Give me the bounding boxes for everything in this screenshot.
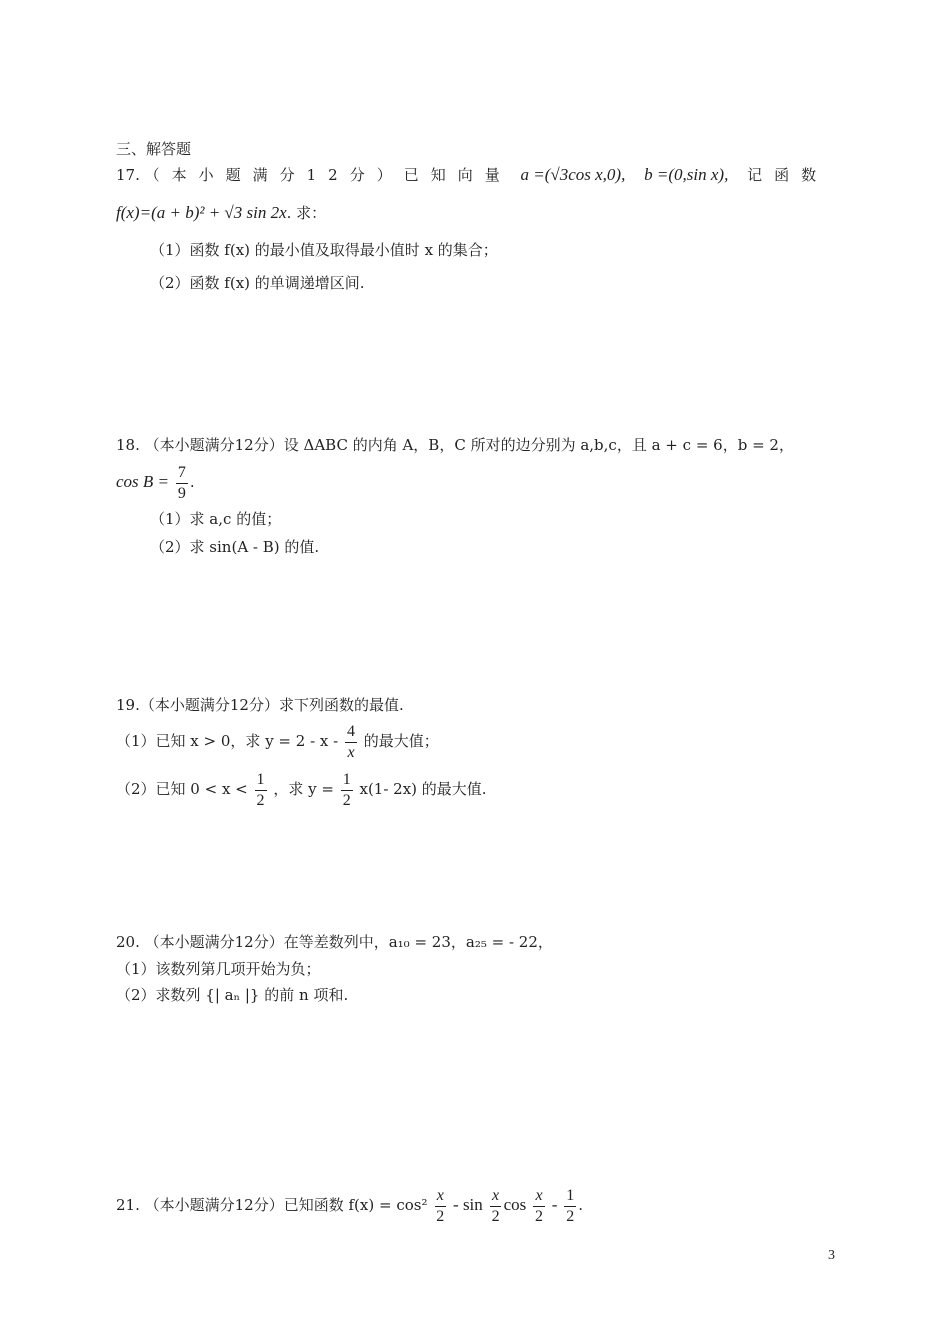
q21-cos: cos: [503, 1195, 527, 1214]
q17-ask: . 求：: [286, 204, 327, 222]
q21-frac3-den: 2: [535, 1207, 544, 1225]
q21-number: 21.: [116, 1196, 140, 1214]
q20-part1: （1）该数列第几项开始为负；: [116, 960, 321, 978]
q17-part2: （2）函数 f(x) 的单调递增区间.: [150, 274, 365, 292]
q21-minus: -: [551, 1195, 558, 1214]
q21-end: .: [578, 1196, 584, 1214]
q21-frac1-num: x: [435, 1186, 446, 1207]
section-title: 三、解答题: [116, 140, 192, 158]
q18-part1: （1）求 a,c 的值；: [150, 510, 282, 528]
q19-p1-b: 的最大值；: [363, 732, 439, 750]
q18-cos-fraction: [176, 463, 188, 504]
q21-frac4: [564, 1186, 576, 1227]
page-number: 3: [828, 1248, 835, 1263]
q17-vec-b: b =(0,sin x),: [644, 165, 729, 184]
q17-line2: [116, 201, 326, 225]
q18-line1: [116, 433, 794, 457]
q18-cos-num: 7: [176, 463, 188, 484]
q17-intro: （本小题满分12分）已知向量: [144, 166, 512, 184]
q19-p2-den2: 2: [342, 791, 351, 809]
q21-frac1: [434, 1186, 446, 1227]
q19-p2-den1: 2: [256, 791, 265, 809]
q19-p2-a: （2）已知 0 < x <: [116, 780, 248, 798]
q19-p1-num: 4: [345, 722, 357, 743]
q19-p2-num2: 1: [341, 770, 353, 791]
q21-line1: [116, 1183, 583, 1227]
q20-intro: （本小题满分12分）在等差数列中，a₁₀ = 23，a₂₅ = - 22，: [144, 933, 553, 951]
q20-number: 20.: [116, 933, 140, 951]
q19-line1: [116, 693, 404, 717]
q19-number: 19.: [116, 696, 140, 714]
q19-p1-den: x: [347, 743, 355, 761]
q18-part2: （2）求 sin(A - B) 的值.: [150, 538, 320, 556]
q17-line1: [116, 163, 828, 187]
q19-p2-fraction2: [341, 770, 353, 811]
q20-line1: [116, 930, 553, 954]
q21-frac2-den: 2: [491, 1207, 500, 1225]
q18-line2: [116, 462, 195, 504]
q17-vec-a: a =(√3cos x,0),: [520, 165, 626, 184]
q19-part2: [116, 767, 487, 811]
q19-p2-c: x(1- 2x) 的最大值.: [359, 780, 487, 798]
q17-tail: 记函数: [747, 166, 829, 184]
q19-p1-a: （1）已知 x > 0，求 y = 2 - x -: [116, 732, 339, 750]
q21-frac3-num: x: [533, 1186, 544, 1207]
q19-p2-b: ，求 y =: [273, 780, 334, 798]
q19-p2-fraction1: [255, 770, 267, 811]
q18-cos-prefix: cos B =: [116, 472, 170, 491]
q19-p1-fraction: [345, 722, 357, 763]
q21-frac1-den: 2: [436, 1207, 445, 1225]
q18-number: 18.: [116, 436, 140, 454]
q21-frac2-num: x: [490, 1186, 501, 1207]
q17-func: f(x)=(a + b)² + √3 sin 2x: [116, 203, 287, 222]
q21-frac4-den: 2: [566, 1207, 575, 1225]
q17-number: 17.: [116, 166, 140, 184]
q18-period: .: [189, 473, 195, 491]
q21-intro: （本小题满分12分）已知函数 f(x) = cos²: [144, 1196, 428, 1214]
q19-p2-num1: 1: [255, 770, 267, 791]
q21-frac2: [490, 1186, 502, 1227]
q21-frac4-num: 1: [564, 1186, 576, 1207]
q19-part1: [116, 719, 439, 763]
q18-intro: （本小题满分12分）设 ΔABC 的内角 A，B，C 所对的边分别为 a,b,c，且 a + c = 6，b = 2，: [144, 436, 794, 454]
q20-part2: （2）求数列 {| aₙ |} 的前 n 项和.: [116, 986, 349, 1004]
q19-intro: （本小题满分12分）求下列函数的最值.: [139, 696, 404, 714]
q21-frac3: [533, 1186, 545, 1227]
q18-cos-den: 9: [177, 484, 186, 502]
q17-part1: （1）函数 f(x) 的最小值及取得最小值时 x 的集合；: [150, 241, 498, 259]
q21-minus-sin: - sin: [453, 1195, 483, 1214]
